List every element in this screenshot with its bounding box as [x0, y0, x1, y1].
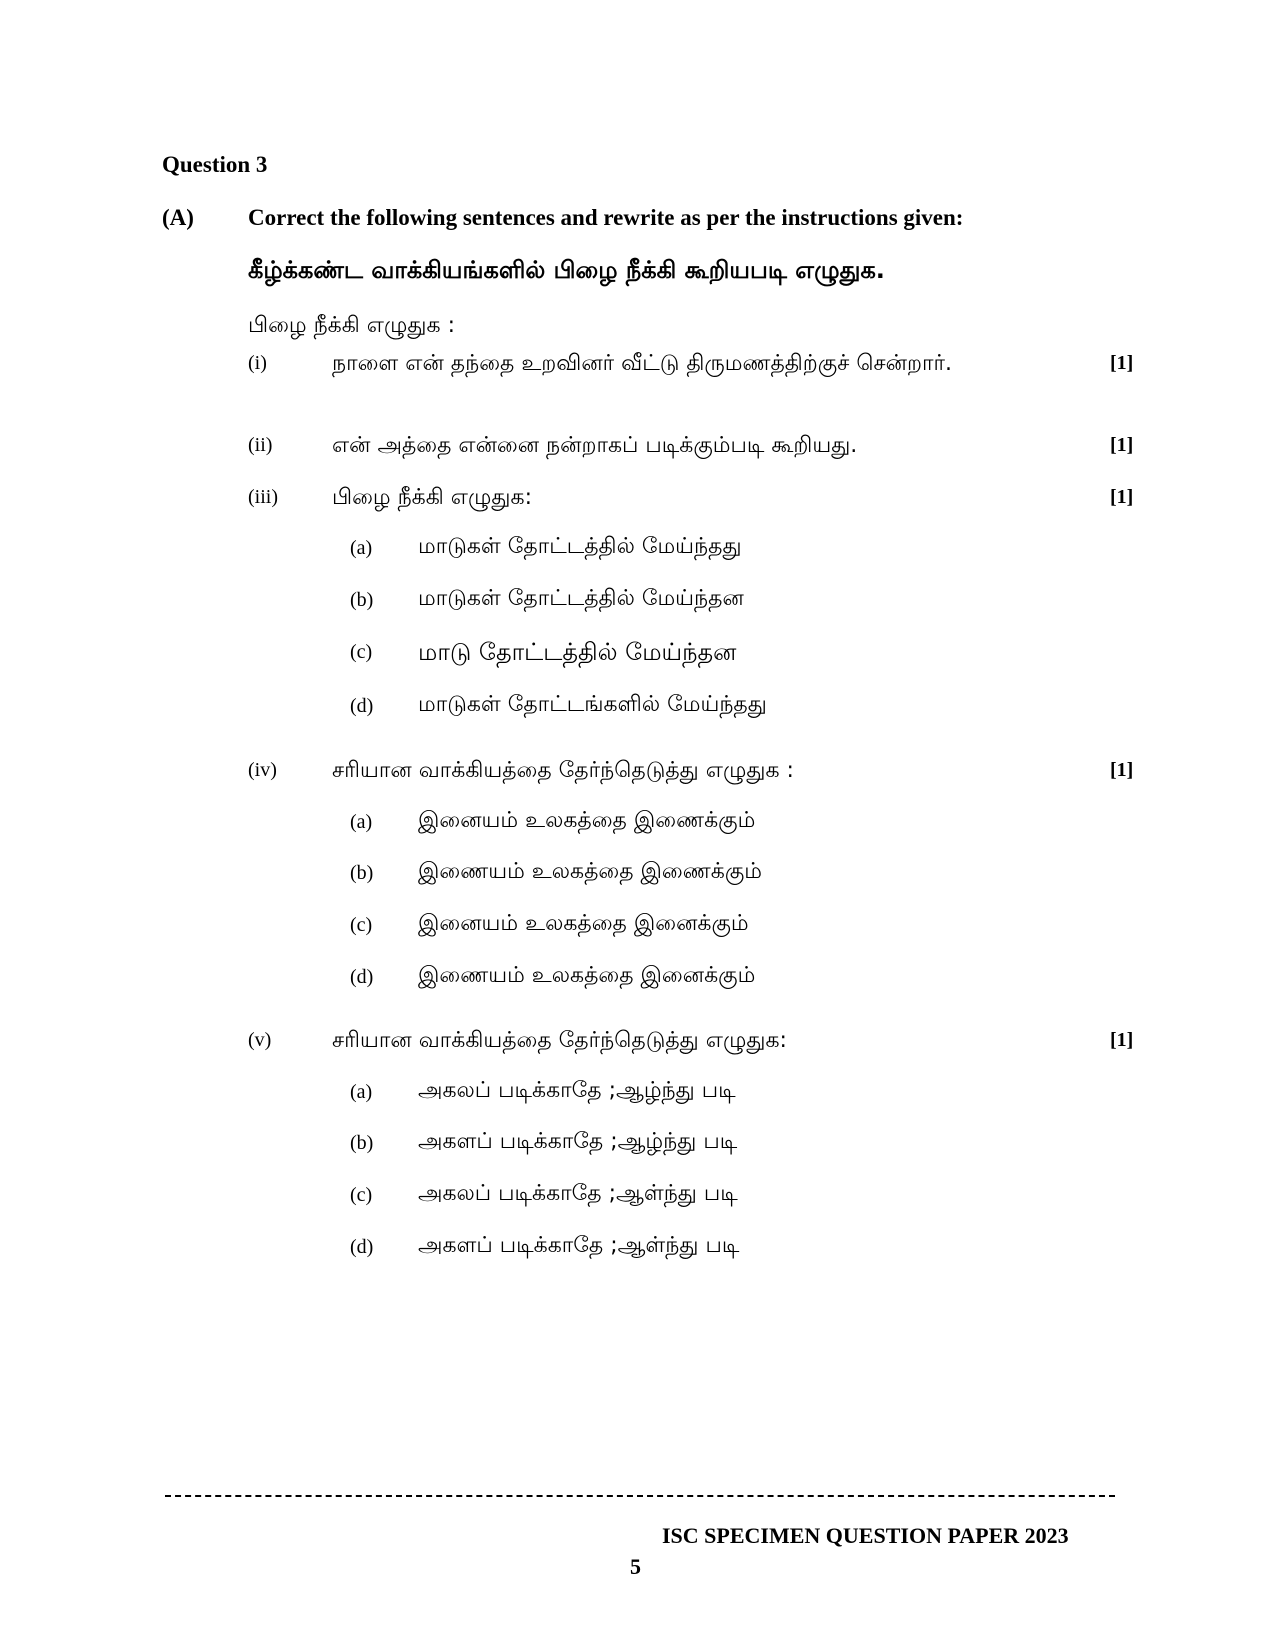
item-marks: [1] [1110, 759, 1134, 781]
option-letter: (d) [350, 1236, 374, 1258]
section-instruction-tamil: கீழ்க்கண்ட வாக்கியங்களில் பிழை நீக்கி கூறியபடி எழுதுக. [248, 256, 885, 284]
section-label: (A) [162, 205, 194, 230]
item-marks: [1] [1110, 486, 1134, 508]
option-letter: (d) [350, 695, 374, 717]
option-text: மாடுகள் தோட்டத்தில் மேய்ந்தன [418, 586, 744, 611]
option-letter: (a) [350, 537, 373, 559]
item-text: நாளை என் தந்தை உறவினர் வீட்டு திருமணத்திற்குச் சென்றார். [332, 351, 952, 376]
section-instruction-english: Correct the following sentences and rewrite as per the instructions given: [248, 205, 964, 230]
option-letter: (c) [350, 1184, 373, 1206]
item-number: (iv) [248, 759, 277, 781]
item-marks: [1] [1110, 434, 1134, 456]
item-number: (i) [248, 352, 267, 374]
option-letter: (a) [350, 1081, 373, 1103]
page-number: 5 [630, 1554, 641, 1579]
item-text: பிழை நீக்கி எழுதுக: [332, 485, 532, 510]
footer-title: ISC SPECIMEN QUESTION PAPER 2023 [662, 1523, 1069, 1548]
item-text: சரியான வாக்கியத்தை தேர்ந்தெடுத்து எழுதுக : [332, 758, 794, 783]
option-text: அகளப் படிக்காதே ;ஆழ்ந்து படி [418, 1129, 738, 1154]
option-text: அகலப் படிக்காதே ;ஆள்ந்து படி [418, 1181, 738, 1206]
option-text: அகலப் படிக்காதே ;ஆழ்ந்து படி [418, 1078, 736, 1103]
item-marks: [1] [1110, 1029, 1134, 1051]
item-number: (ii) [248, 434, 273, 456]
option-letter: (c) [350, 914, 373, 936]
option-text: இனையம் உலகத்தை இனைக்கும் [418, 911, 749, 936]
option-text: இணையம் உலகத்தை இணைக்கும் [418, 859, 762, 884]
item-number: (iii) [248, 486, 278, 508]
option-text: இணையம் உலகத்தை இனைக்கும் [418, 963, 756, 988]
option-text: இனையம் உலகத்தை இணைக்கும் [418, 808, 756, 833]
option-letter: (b) [350, 862, 374, 884]
option-letter: (d) [350, 966, 374, 988]
option-letter: (a) [350, 811, 373, 833]
question-title: Question 3 [162, 152, 268, 177]
item-text: சரியான வாக்கியத்தை தேர்ந்தெடுத்து எழுதுக: [332, 1028, 787, 1053]
option-text: மாடு தோட்டத்தில் மேய்ந்தன [418, 638, 737, 666]
option-text: மாடுகள் தோட்டத்தில் மேய்ந்தது [418, 534, 742, 559]
item-marks: [1] [1110, 352, 1134, 374]
option-text: மாடுகள் தோட்டங்களில் மேய்ந்தது [418, 692, 767, 717]
footer-divider [165, 1495, 1115, 1497]
option-letter: (c) [350, 641, 373, 663]
item-number: (v) [248, 1029, 272, 1051]
item-text: என் அத்தை என்னை நன்றாகப் படிக்கும்படி கூறியது. [332, 433, 858, 458]
sub-instruction: பிழை நீக்கி எழுதுக : [248, 313, 455, 338]
option-letter: (b) [350, 1132, 374, 1154]
option-text: அகளப் படிக்காதே ;ஆள்ந்து படி [418, 1233, 740, 1258]
option-letter: (b) [350, 589, 374, 611]
